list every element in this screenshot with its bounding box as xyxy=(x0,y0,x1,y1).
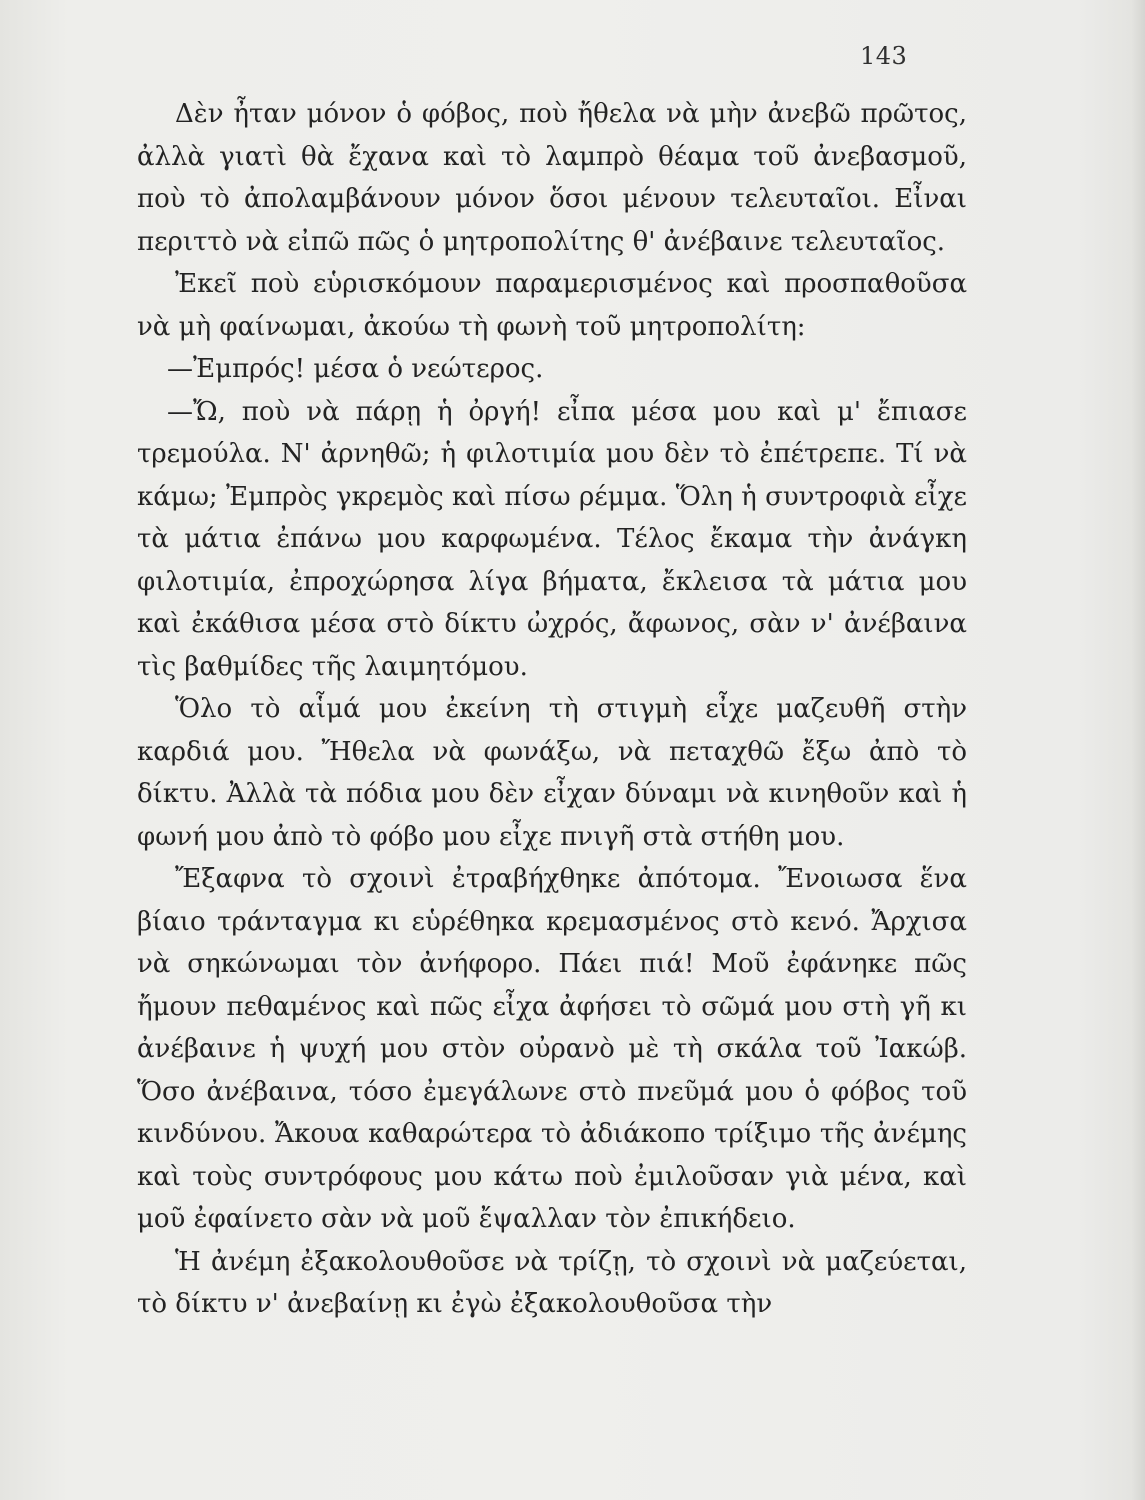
paragraph-winch-creaking: Ἡ ἀνέμη ἐξακολουθοῦσε νὰ τρίζῃ, τὸ σχοινὶ νὰ μαζεύεται, τὸ δίκτυ ν' ἀνεβαίνῃ κι ἐγὼ ἐξακολουθοῦσα τὴν xyxy=(137,1246,967,1319)
paragraph-blood-heart: Ὅλο τὸ αἷμά μου ἐκείνη τὴ στιγμὴ εἶχε μαζευθῆ στὴν καρδιά μου. Ἤθελα νὰ φωνάξω, νὰ πεταχθῶ ἔξω ἀπὸ τὸ δίκτυ. Ἀλλὰ τὰ πόδια μου δὲν εἶχαν δύναμι νὰ κινηθοῦν καὶ ἡ φωνή μου ἀπὸ τὸ φόβο μου εἶχε πνιγῆ στὰ στήθη μου. xyxy=(137,694,967,852)
paragraph-metropolitan-voice: Ἐκεῖ ποὺ εὑρισκόμουν παραμερισμένος καὶ προσπαθοῦσα νὰ μὴ φαίνωμαι, ἀκούω τὴ φωνὴ τοῦ μητροπολίτη: xyxy=(137,269,967,342)
paragraph-fear: Δὲν ἦταν μόνον ὁ φόβος, ποὺ ἤθελα νὰ μὴν ἀνεβῶ πρῶτος, ἀλλὰ γιατὶ θὰ ἔχανα καὶ τὸ λαμπρὸ θέαμα τοῦ ἀνεβασμοῦ, ποὺ τὸ ἀπολαμβάνουν μόνον ὅσοι μένουν τελευταῖοι. Εἶναι περιττὸ νὰ εἰπῶ πῶς ὁ μητροπολίτης θ' ἀνέβαινε τελευταῖος. xyxy=(137,99,967,257)
page-number: 143 xyxy=(860,42,908,70)
paragraph-rope-pulled: Ἔξαφνα τὸ σχοινὶ ἐτραβήχθηκε ἀπότομα. Ἔνοιωσα ἕνα βίαιο τράνταγμα κι εὑρέθηκα κρεμασμένος στὸ κενό. Ἄρχισα νὰ σηκώνωμαι τὸν ἀνήφορο. Πάει πιά! Μοῦ ἐφάνηκε πῶς ἤμουν πεθαμένος καὶ πῶς εἶχα ἀφήσει τὸ σῶμά μου στὴ γῆ κι ἀνέβαινε ἡ ψυχή μου στὸν οὐρανὸ μὲ τὴ σκάλα τοῦ Ἰακώβ. Ὅσο ἀνέβαινα, τόσο ἐμεγάλωνε στὸ πνεῦμά μου ὁ φόβος τοῦ κινδύνου. Ἄκουα καθαρώτερα τὸ ἀδιάκοπο τρίξιμο τῆς ἀνέμης καὶ τοὺς συντρόφους μου κάτω ποὺ ἐμιλοῦσαν γιὰ μένα, καὶ μοῦ ἐφαίνετο σὰν νὰ μοῦ ἔψαλλαν τὸν ἐπικήδειο. xyxy=(137,864,967,1234)
page-edge-shadow xyxy=(1131,0,1145,1500)
paragraph-dialogue-forward: —Ἐμπρός! μέσα ὁ νεώτερος. xyxy=(167,354,544,384)
body-text xyxy=(137,93,967,1326)
paragraph-dialogue-anger: —Ὤ, ποὺ νὰ πάρῃ ἡ ὀργή! εἶπα μέσα μου καὶ μ' ἔπιασε τρεμούλα. Ν' ἀρνηθῶ; ἡ φιλοτιμία μου δὲν τὸ ἐπέτρεπε. Τί νὰ κάμω; Ἐμπρὸς γκρεμὸς καὶ πίσω ρέμμα. Ὅλη ἡ συντροφιὰ εἶχε τὰ μάτια ἐπάνω μου καρφωμένα. Τέλος ἔκαμα τὴν ἀνάγκη φιλοτιμία, ἐπροχώρησα λίγα βήματα, ἔκλεισα τὰ μάτια μου καὶ ἐκάθισα μέσα στὸ δίκτυ ὠχρός, ἄφωνος, σὰν ν' ἀνέβαινα τὶς βαθμίδες τῆς λαιμητόμου. xyxy=(137,396,967,682)
